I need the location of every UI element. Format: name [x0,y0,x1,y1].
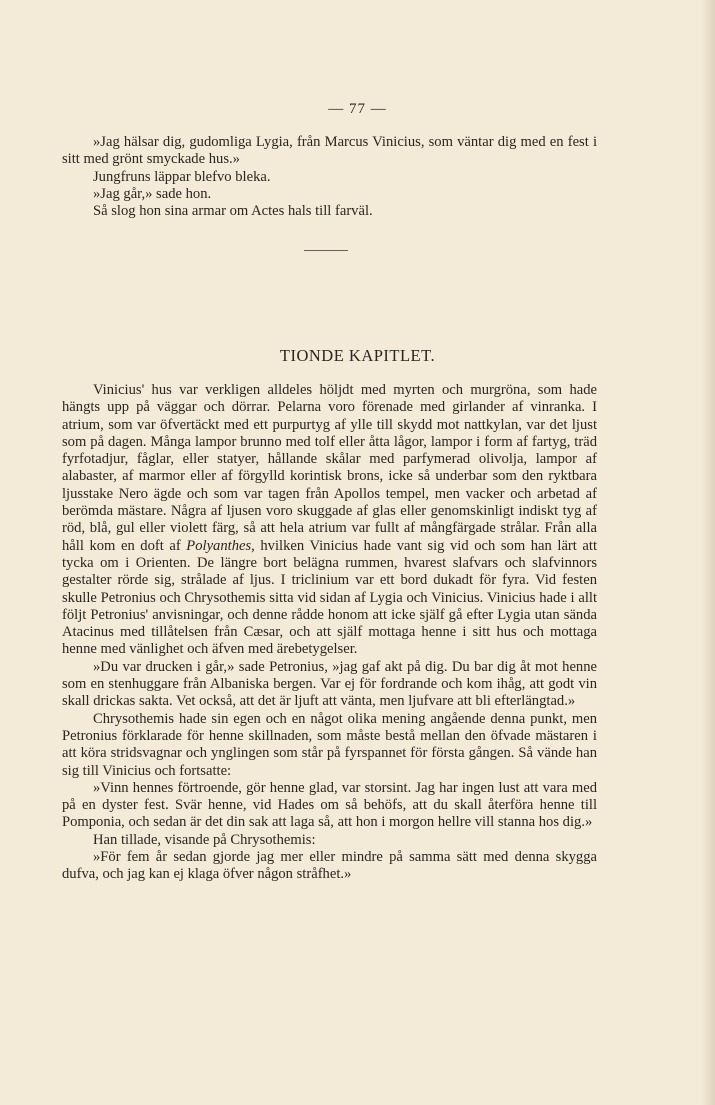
paragraph: »Jag går,» sade hon. [93,185,212,202]
page-number: — 77 — [328,101,387,117]
paragraph-text: Vinicius' hus var verkligen alldeles höljdt med myrten och murgröna, som hade hängts upp på väggar och dörrar. Pelarna voro förenade med girlander af vinranka. I atrium, som var öfvertäckt med ett purpurtyg af ylle till skydd mot nattkylan, var det ljust som på dagen. Många lampor brunno med tolf eller åtta lågor, lampor i form af fartyg, träd fyrfotadjur, fåglar, eller statyer, hållande skålar med parfymerad olivolja, lampor af alabaster, af marmor eller af förgylld korintisk brons, icke så underbar som den ryktbara ljusstake Nero ägde och som var tagen från Apollos tempel, men vacker och arbetad af berömda mästare. Några af ljusen voro skuggade af glas eller genomskinligt indiskt tyg af röd, blå, gul eller violett färg, så att hela atrium var fullt af mångfärgade strålar. Från alla håll kom en doft af [62,382,597,554]
paragraph-text: hvilken Vinicius hade vant sig vid och som han lärt att tycka om i Orienten. De längre bort belägna rummen, hvarest slafvars och slafvinnors gestalter rörde sig, strålade af ljus. I triclinium var ett bord dukadt för fyra. Vid festen skulle Petronius och Chrysothemis sitta vid sidan af Lygia och Vinicius. Vinicius hade i allt följt Petronius' anvisningar, och denne rådde honom att icke själf gå efter Lygia utan sända Atacinus med tillåtelsen från Cæsar, och att själf mottaga henne i sitt hus och mottaga henne med vänlighet och äfven med ärebetygelser. [62,537,597,658]
section-divider [304,250,348,251]
paragraph [62,382,597,659]
paragraph: Chrysothemis hade sin egen och en något olika mening angående denna punkt, men Petronius förklarade för henne skillnaden, som måste bestå mellan den öfvade mästaren i att köra stridsvagnar och ynglingen som står på fyrspannet för första gången. Så vände han sig till Vinicius och fortsatte: [62,710,597,779]
chapter-title: TIONDE KAPITLET. [279,346,436,365]
paragraph: »Vinn hennes förtroende, gör henne glad, var storsint. Jag har ingen lust att vara med på en dyster fest. Svär henne, vid Hades om så behöfs, att du skall återföra henne till Pomponia, och sedan är det din sak att laga så, att hon i morgon hellre vill stanna hos dig.» [62,779,597,831]
paragraph: Han tillade, visande på Chrysothemis: [93,831,316,848]
paragraph: Jungfruns läppar blefvo bleka. [93,168,271,185]
paragraph: »För fem år sedan gjorde jag mer eller mindre på samma sätt med denna skygga dufva, och jag kan ej klaga öfver någon stråfhet.» [62,849,597,883]
opening-text [62,134,597,220]
paragraph: »Du var drucken i går,» sade Petronius, »jag gaf akt på dig. Du bar dig åt mot henne som en stenhuggare från Albaniska bergen. Var ej för fordrande och kom ihåg, att godt vin skall drickas sakta. Vet också, att det är ljuft att vänta, men ljufvare att bli efterlängtad.» [62,658,597,710]
paragraph: Så slog hon sina armar om Actes hals till farväl. [93,203,373,220]
chapter-text [62,382,597,884]
italic-term: Polyanthes, [186,537,255,554]
paragraph: »Jag hälsar dig, gudomliga Lygia, från Marcus Vinicius, som väntar dig med en fest i sitt med grönt smyckade hus.» [62,134,597,168]
page-edge-shadow [701,0,715,1105]
